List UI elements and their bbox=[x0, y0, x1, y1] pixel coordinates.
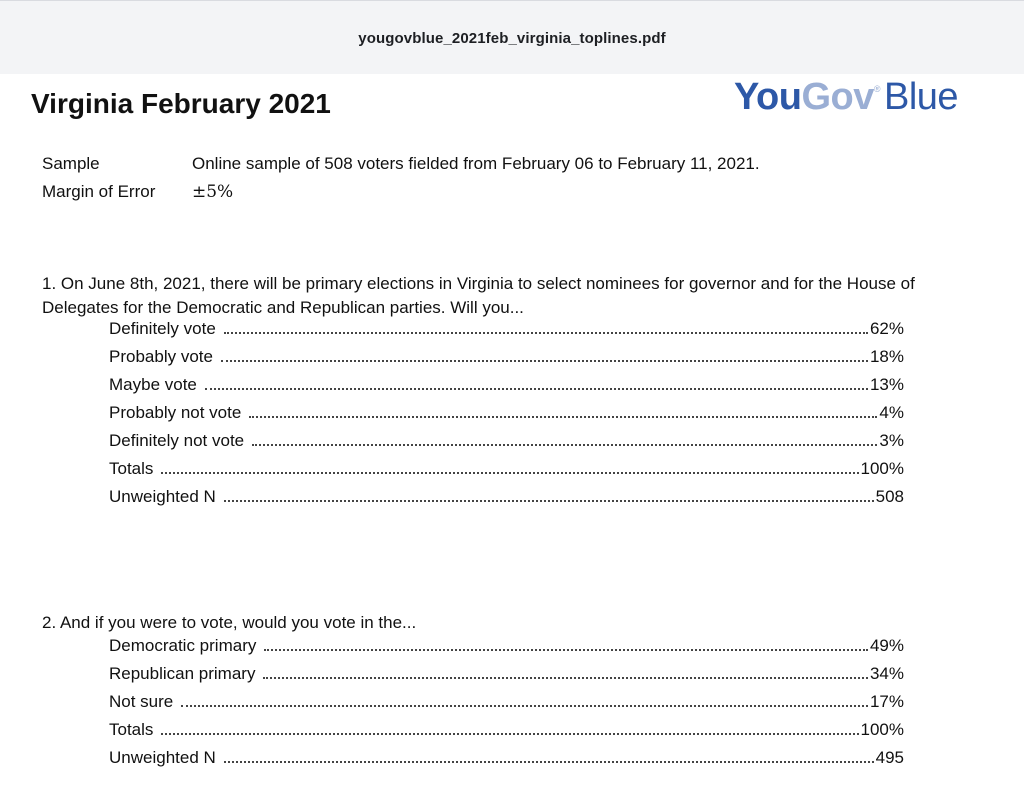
logo-registered-mark: ® bbox=[873, 84, 880, 94]
dot-leader bbox=[221, 360, 868, 362]
response-label: Republican primary bbox=[109, 664, 256, 683]
response-label: Not sure bbox=[109, 692, 174, 711]
unweighted-n-value: 495 bbox=[875, 748, 904, 767]
response-label: Democratic primary bbox=[109, 636, 257, 655]
dot-leader bbox=[161, 472, 858, 474]
totals-label: Totals bbox=[109, 459, 154, 478]
response-label: Definitely not vote bbox=[109, 431, 245, 450]
response-row bbox=[109, 664, 904, 692]
document-filename: yougovblue_2021feb_virginia_toplines.pdf bbox=[358, 29, 666, 47]
response-label: Definitely vote bbox=[109, 319, 216, 338]
response-row bbox=[109, 692, 904, 720]
totals-row bbox=[109, 720, 904, 748]
document-page bbox=[0, 74, 1024, 804]
unweighted-n-label: Unweighted N bbox=[109, 748, 216, 767]
response-value: 34% bbox=[869, 664, 904, 683]
dot-leader bbox=[224, 761, 874, 763]
viewer-toolbar bbox=[0, 0, 1024, 75]
response-label: Probably vote bbox=[109, 347, 213, 366]
response-value: 3% bbox=[879, 431, 904, 450]
response-value: 4% bbox=[879, 403, 904, 422]
dot-leader bbox=[161, 733, 858, 735]
response-row bbox=[109, 347, 904, 375]
unweighted-n-label: Unweighted N bbox=[109, 487, 216, 506]
moe-value: ±5% bbox=[192, 182, 234, 202]
response-row bbox=[109, 403, 904, 431]
response-label: Maybe vote bbox=[109, 375, 197, 394]
response-label: Probably not vote bbox=[109, 403, 242, 422]
response-value: 18% bbox=[869, 347, 904, 366]
question-1-responses bbox=[109, 319, 904, 515]
moe-label: Margin of Error bbox=[42, 182, 156, 201]
response-row bbox=[109, 636, 904, 664]
response-value: 13% bbox=[869, 375, 904, 394]
question-2-text: 2. And if you were to vote, would you vote in the... bbox=[42, 613, 417, 632]
response-value: 62% bbox=[869, 319, 904, 338]
yougov-blue-logo bbox=[734, 76, 958, 119]
dot-leader bbox=[224, 500, 874, 502]
response-row bbox=[109, 319, 904, 347]
response-value: 17% bbox=[869, 692, 904, 711]
dot-leader bbox=[263, 677, 868, 679]
question-1-text: 1. On June 8th, 2021, there will be primary elections in Virginia to select nominees for governor and for the House of Delegates for the Democratic and Republican parties. Will you... bbox=[42, 274, 915, 317]
totals-value: 100% bbox=[860, 720, 904, 739]
sample-label: Sample bbox=[42, 154, 100, 173]
logo-text-gov: Gov bbox=[801, 76, 874, 118]
dot-leader bbox=[224, 332, 868, 334]
totals-row bbox=[109, 459, 904, 487]
response-row bbox=[109, 375, 904, 403]
dot-leader bbox=[264, 649, 868, 651]
question-2-responses bbox=[109, 636, 904, 776]
totals-value: 100% bbox=[860, 459, 904, 478]
unweighted-n-value: 508 bbox=[875, 487, 904, 506]
dot-leader bbox=[181, 705, 868, 707]
dot-leader bbox=[205, 388, 868, 390]
page-title: Virginia February 2021 bbox=[31, 88, 331, 119]
dot-leader bbox=[249, 416, 877, 418]
response-row bbox=[109, 431, 904, 459]
logo-text-blue: Blue bbox=[884, 76, 959, 118]
unweighted-n-row bbox=[109, 748, 904, 776]
logo-text-you: You bbox=[734, 76, 802, 118]
totals-label: Totals bbox=[109, 720, 154, 739]
unweighted-n-row bbox=[109, 487, 904, 515]
sample-value: Online sample of 508 voters fielded from February 06 to February 11, 2021. bbox=[192, 154, 760, 173]
dot-leader bbox=[252, 444, 877, 446]
response-value: 49% bbox=[869, 636, 904, 655]
